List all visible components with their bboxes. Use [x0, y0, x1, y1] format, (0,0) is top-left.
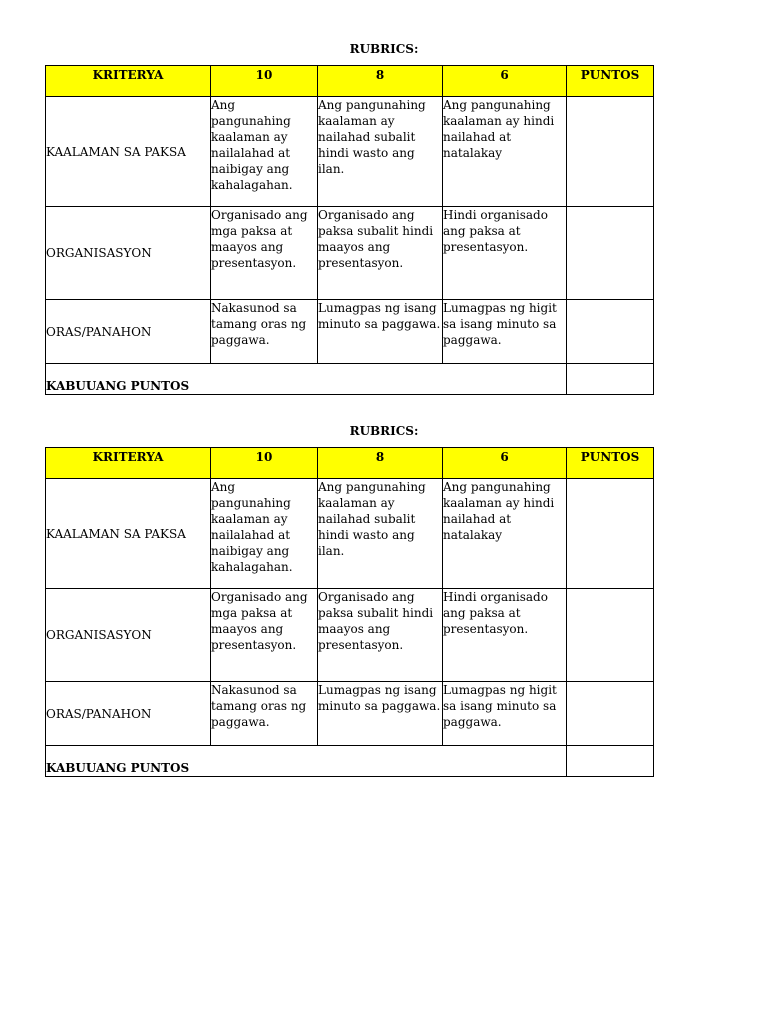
- points-cell[interactable]: [567, 589, 654, 682]
- descriptor-cell: Ang pangunahing kaalaman ay nailahad subalit hindi wasto ang ilan.: [318, 97, 443, 207]
- criterion-cell: KAALAMAN SA PAKSA: [46, 479, 211, 589]
- descriptor-cell: Lumagpas ng isang minuto sa paggawa.: [318, 300, 443, 364]
- descriptor-cell: Organisado ang paksa subalit hindi maayos ang presentasyon.: [318, 589, 443, 682]
- descriptor-cell: Nakasunod sa tamang oras ng paggawa.: [211, 682, 318, 746]
- criterion-cell: ORGANISASYON: [46, 589, 211, 682]
- table-row: [46, 479, 654, 589]
- criterion-cell: ORAS/PANAHON: [46, 682, 211, 746]
- descriptor-cell: Lumagpas ng higit sa isang minuto sa paggawa.: [443, 300, 567, 364]
- header-kriterya: KRITERYA: [46, 66, 211, 97]
- criterion-cell: KAALAMAN SA PAKSA: [46, 97, 211, 207]
- descriptor-cell: Ang pangunahing kaalaman ay nailalahad at naibigay ang kahalagahan.: [211, 97, 318, 207]
- descriptor-cell: Organisado ang mga paksa at maayos ang presentasyon.: [211, 207, 318, 300]
- total-points-cell[interactable]: [567, 746, 654, 777]
- header-score-10: 10: [211, 66, 318, 97]
- points-cell[interactable]: [567, 300, 654, 364]
- rubric-table: [45, 65, 654, 395]
- rubric-table: [45, 447, 654, 777]
- criterion-cell: ORAS/PANAHON: [46, 300, 211, 364]
- points-cell[interactable]: [567, 97, 654, 207]
- table-row: [46, 207, 654, 300]
- total-points-cell[interactable]: [567, 364, 654, 395]
- points-cell[interactable]: [567, 207, 654, 300]
- descriptor-cell: Ang pangunahing kaalaman ay hindi nailahad at natalakay: [443, 97, 567, 207]
- descriptor-cell: Lumagpas ng higit sa isang minuto sa paggawa.: [443, 682, 567, 746]
- descriptor-cell: Organisado ang mga paksa at maayos ang presentasyon.: [211, 589, 318, 682]
- header-score-8: 8: [318, 66, 443, 97]
- points-cell[interactable]: [567, 479, 654, 589]
- points-cell[interactable]: [567, 682, 654, 746]
- header-score-6: 6: [443, 448, 567, 479]
- rubric-title: RUBRICS:: [349, 42, 419, 56]
- descriptor-cell: Ang pangunahing kaalaman ay hindi nailahad at natalakay: [443, 479, 567, 589]
- total-row: [46, 746, 654, 777]
- table-row: [46, 300, 654, 364]
- descriptor-cell: Lumagpas ng isang minuto sa paggawa.: [318, 682, 443, 746]
- header-puntos: PUNTOS: [567, 66, 654, 97]
- criterion-cell: ORGANISASYON: [46, 207, 211, 300]
- total-label: KABUUANG PUNTOS: [46, 746, 567, 777]
- descriptor-cell: Hindi organisado ang paksa at presentasyon.: [443, 207, 567, 300]
- total-row: [46, 364, 654, 395]
- header-row: [46, 66, 654, 97]
- header-row: [46, 448, 654, 479]
- descriptor-cell: Ang pangunahing kaalaman ay nailahad subalit hindi wasto ang ilan.: [318, 479, 443, 589]
- table-row: [46, 682, 654, 746]
- descriptor-cell: Nakasunod sa tamang oras ng paggawa.: [211, 300, 318, 364]
- descriptor-cell: Ang pangunahing kaalaman ay nailalahad at naibigay ang kahalagahan.: [211, 479, 318, 589]
- header-score-8: 8: [318, 448, 443, 479]
- header-puntos: PUNTOS: [567, 448, 654, 479]
- rubric-title: RUBRICS:: [349, 424, 419, 438]
- table-row: [46, 589, 654, 682]
- header-kriterya: KRITERYA: [46, 448, 211, 479]
- total-label: KABUUANG PUNTOS: [46, 364, 567, 395]
- descriptor-cell: Organisado ang paksa subalit hindi maayos ang presentasyon.: [318, 207, 443, 300]
- table-row: [46, 97, 654, 207]
- descriptor-cell: Hindi organisado ang paksa at presentasyon.: [443, 589, 567, 682]
- header-score-10: 10: [211, 448, 318, 479]
- header-score-6: 6: [443, 66, 567, 97]
